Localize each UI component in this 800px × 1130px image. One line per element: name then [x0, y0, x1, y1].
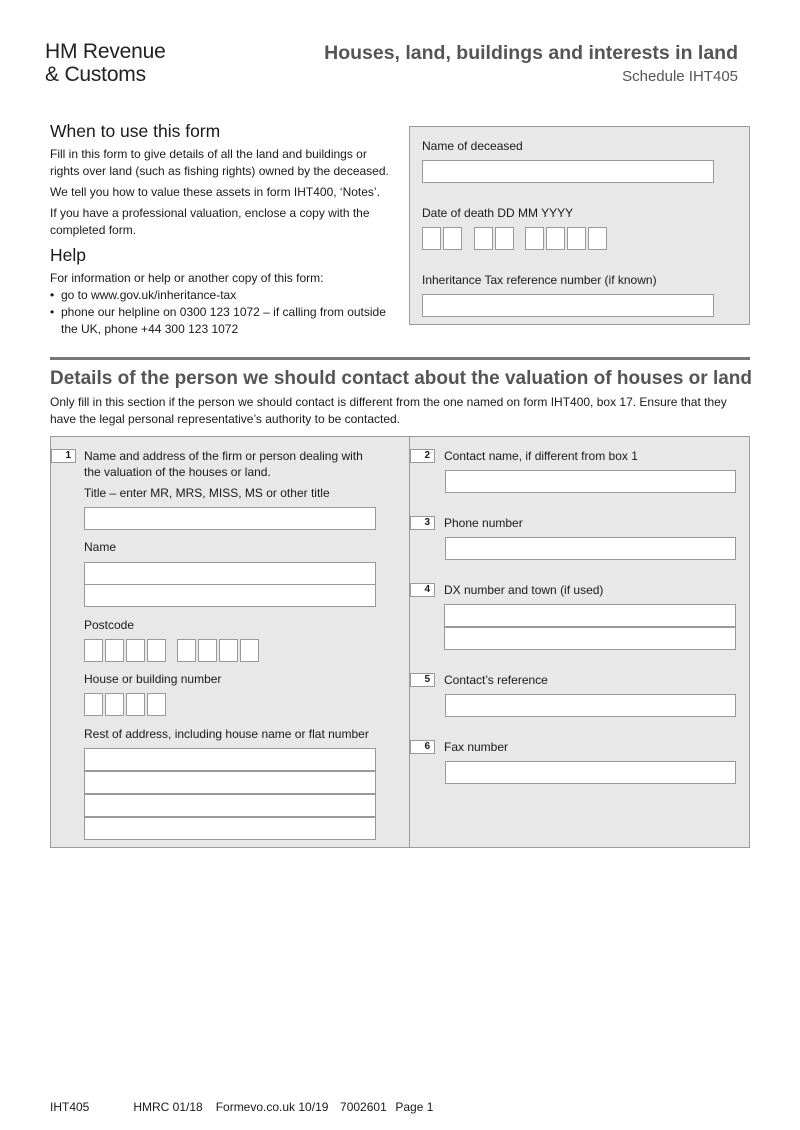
- address-field-line-4[interactable]: [84, 817, 376, 840]
- box5-label: Contact’s reference: [444, 673, 548, 687]
- date-of-death-label: Date of death DD MM YYYY: [422, 206, 574, 220]
- dod-year-digit-1[interactable]: [525, 227, 544, 250]
- postcode-char-8[interactable]: [240, 639, 259, 662]
- title-field[interactable]: [84, 507, 376, 530]
- house-number-char-3[interactable]: [126, 693, 145, 716]
- intro-para-2: We tell you how to value these assets in form IHT400, ‘Notes’.: [50, 185, 380, 199]
- section-note: Only fill in this section if the person we should contact is different from the one named on form IHT400, box 17. Ensure that they have the legal personal representative’s authority to be contacted.: [50, 395, 727, 426]
- logo-line-1: HM Revenue: [45, 40, 166, 63]
- address-field-line-2[interactable]: [84, 771, 376, 794]
- postcode-char-6[interactable]: [198, 639, 217, 662]
- dod-year-digit-2[interactable]: [546, 227, 565, 250]
- iht-reference-label: Inheritance Tax reference number (if known): [422, 273, 657, 287]
- hmrc-logo: [45, 40, 166, 86]
- address-label: Rest of address, including house name or flat number: [84, 727, 369, 741]
- house-number-label: House or building number: [84, 672, 222, 686]
- house-number-char-2[interactable]: [105, 693, 124, 716]
- box4-label: DX number and town (if used): [444, 583, 604, 597]
- deceased-name-field[interactable]: [422, 160, 714, 183]
- contact-name-field[interactable]: [445, 470, 736, 493]
- contact-details-panel: [50, 436, 750, 848]
- name-field-line-1[interactable]: [84, 562, 376, 585]
- footer-producer: Formevo.co.uk 10/19: [215, 1100, 329, 1114]
- fax-number-field[interactable]: [445, 761, 736, 784]
- postcode-char-7[interactable]: [219, 639, 238, 662]
- postcode-char-5[interactable]: [177, 639, 196, 662]
- house-number-char-4[interactable]: [147, 693, 166, 716]
- logo-line-2: & Customs: [45, 63, 146, 86]
- dod-day-digit-1[interactable]: [422, 227, 441, 250]
- box-number-4: 4: [410, 583, 435, 597]
- dx-number-field-line-1[interactable]: [444, 604, 736, 627]
- contact-reference-field[interactable]: [445, 694, 736, 717]
- box2-label: Contact name, if different from box 1: [444, 449, 638, 463]
- deceased-name-label: Name of deceased: [422, 139, 523, 153]
- iht-reference-field[interactable]: [422, 294, 714, 317]
- deceased-details-panel: [409, 126, 750, 325]
- dod-year-digit-3[interactable]: [567, 227, 586, 250]
- postcode-label: Postcode: [84, 618, 135, 632]
- help-heading: Help: [50, 245, 86, 265]
- postcode-char-2[interactable]: [105, 639, 124, 662]
- when-heading: When to use this form: [50, 121, 221, 141]
- box6-label: Fax number: [444, 740, 509, 754]
- box-number-6: 6: [410, 740, 435, 754]
- form-subtitle: Schedule IHT405: [622, 68, 738, 85]
- dod-month-digit-1[interactable]: [474, 227, 493, 250]
- bullet-icon: •: [50, 305, 55, 319]
- help-intro: For information or help or another copy of this form:: [50, 271, 324, 285]
- dod-year-digit-4[interactable]: [588, 227, 607, 250]
- form-title: Houses, land, buildings and interests in land: [324, 42, 738, 64]
- dod-day-digit-2[interactable]: [443, 227, 462, 250]
- help-list: [50, 287, 395, 338]
- bullet-icon: •: [50, 288, 55, 302]
- box-number-2: 2: [410, 449, 435, 463]
- phone-number-field[interactable]: [445, 537, 736, 560]
- postcode-char-3[interactable]: [126, 639, 145, 662]
- footer-form-code: IHT405: [50, 1100, 90, 1114]
- section-title: Details of the person we should contact about the valuation of houses or land: [50, 368, 753, 389]
- house-number-char-1[interactable]: [84, 693, 103, 716]
- postcode-char-4[interactable]: [147, 639, 166, 662]
- box-number-5: 5: [410, 673, 435, 687]
- box3-label: Phone number: [444, 516, 523, 530]
- help-item-phone: • phone our helpline on 0300 123 1072 – if calling from outside the UK, phone +44 300 123 1072: [50, 305, 386, 336]
- footer-code: 7002601: [340, 1100, 387, 1114]
- page-footer: [50, 1100, 433, 1114]
- box-number-3: 3: [410, 516, 435, 530]
- dod-month-digit-2[interactable]: [495, 227, 514, 250]
- footer-page-number: Page 1: [395, 1100, 434, 1114]
- address-field-line-1[interactable]: [84, 748, 376, 771]
- address-field-line-3[interactable]: [84, 794, 376, 817]
- intro-para-3: If you have a professional valuation, enclose a copy with the completed form.: [50, 206, 370, 237]
- box1-label: Name and address of the firm or person dealing with the valuation of the houses or land.: [84, 449, 363, 479]
- box-number-1: 1: [51, 449, 76, 463]
- title-label: Title – enter MR, MRS, MISS, MS or other title: [84, 486, 330, 500]
- name-label: Name: [84, 540, 117, 554]
- intro-para-1: Fill in this form to give details of all the land and buildings or rights over land (such as fishing rights) owned by the deceased.: [50, 147, 389, 178]
- column-divider: [409, 437, 410, 847]
- footer-version: HMRC 01/18: [133, 1100, 203, 1114]
- dx-number-field-line-2[interactable]: [444, 627, 736, 650]
- help-item-website: • go to www.gov.uk/inheritance-tax: [50, 288, 237, 302]
- intro-section: [50, 123, 395, 338]
- section-divider: [50, 357, 750, 360]
- postcode-char-1[interactable]: [84, 639, 103, 662]
- name-field-line-2[interactable]: [84, 584, 376, 607]
